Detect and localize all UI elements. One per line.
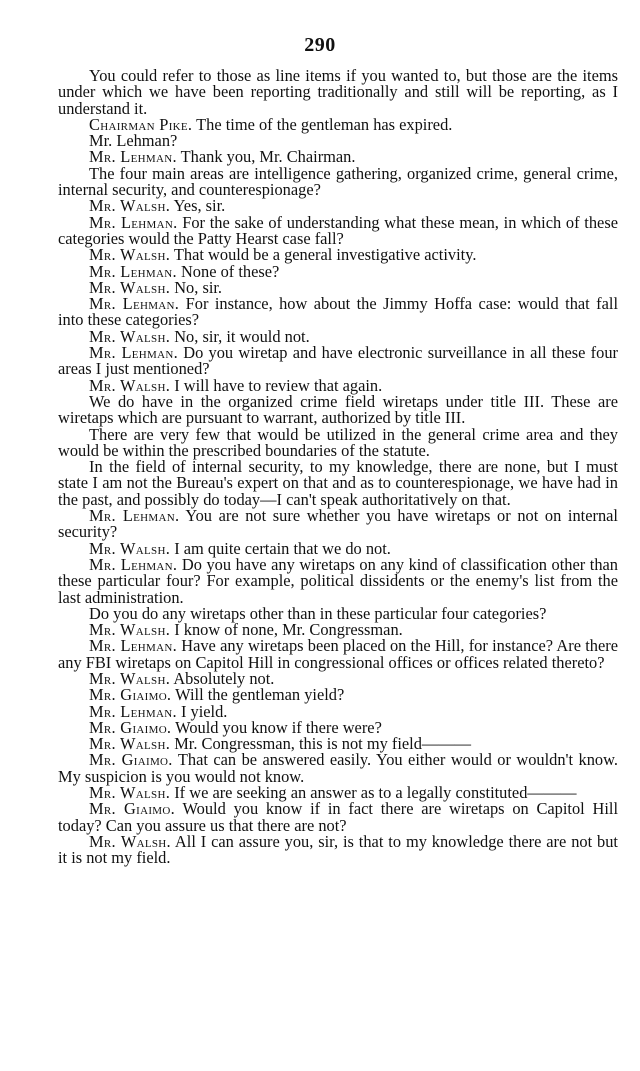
transcript-paragraph [58, 508, 618, 541]
speaker-name: Mr. Lehman. [89, 636, 177, 656]
paragraph-text: Do you have any wiretaps on any kind of classification other than these particular four? For example, political dissidents or the enemy's list from the last administration. [58, 554, 618, 607]
paragraph-text: Mr. Lehman? [89, 131, 178, 151]
speaker-name: Mr. Lehman. [89, 343, 178, 363]
paragraph-text: Would you know if there were? [175, 717, 382, 737]
paragraph-text: That can be answered easily. You either would or wouldn't know. My suspicion is you would not know. [58, 750, 618, 786]
paragraph-text: I know of none, Mr. Congressman. [174, 620, 403, 640]
transcript-paragraph [58, 296, 618, 329]
transcript-paragraph [58, 638, 618, 671]
speaker-name: Mr. Walsh. [89, 245, 171, 265]
speaker-name: Mr. Walsh. [89, 620, 171, 640]
page-number: 290 [304, 34, 336, 56]
speaker-name: Mr. Lehman. [89, 212, 178, 232]
speaker-name: Mr. Giaimo. [89, 685, 172, 705]
paragraph-text: Have any wiretaps been placed on the Hill, for instance? Are there any FBI wiretaps on Capitol Hill in congressional offices or offices related thereto? [58, 636, 618, 672]
paragraph-text: Yes, sir. [173, 196, 226, 216]
paragraph-text: Do you do any wiretaps other than in these particular four categories? [89, 603, 547, 623]
paragraph-text: Mr. Congressman, this is not my field——— [174, 734, 472, 754]
speaker-name: Mr. Walsh. [89, 196, 171, 216]
paragraph-text: We do have in the organized crime field wiretaps under title III. These are wiretaps which are pursuant to warrant, authorized by title III. [58, 391, 618, 428]
speaker-name: Mr. Lehman. [89, 294, 180, 314]
speaker-name: Mr. Lehman. [89, 147, 177, 167]
transcript-paragraph [58, 68, 618, 117]
speaker-name: Mr. Walsh. [89, 734, 171, 754]
transcript-paragraph [58, 801, 618, 834]
speaker-name: Mr. Lehman. [89, 701, 177, 721]
paragraph-text: All I can assure you, sir, is that to my knowledge there are not but it is not my field. [58, 831, 618, 868]
paragraph-text: None of these? [180, 261, 280, 281]
transcript-paragraph [58, 345, 618, 378]
speaker-name: Mr. Walsh. [89, 326, 171, 346]
paragraph-text: I yield. [180, 701, 228, 721]
speaker-name: Chairman Pike. [89, 114, 193, 134]
paragraph-text: Do you wiretap and have electronic surveillance in all these four areas I just mentioned? [58, 343, 618, 379]
paragraph-text: You could refer to those as line items if you wanted to, but those are the items under which we have been reporting traditionally and still will be reporting, as I understand it. [58, 66, 618, 118]
transcript-paragraph [58, 424, 618, 460]
paragraph-text: For instance, how about the Jimmy Hoffa case: would that fall into these categories? [58, 294, 618, 330]
paragraph-text: I will have to review that again. [174, 375, 383, 395]
paragraph-text: That would be a general investigative activity. [173, 245, 477, 265]
paragraph-text: There are very few that would be utilized in the general crime area and they would be within the prescribed boundaries of the statute. [58, 424, 618, 460]
speaker-name: Mr. Lehman. [89, 506, 180, 526]
paragraph-text: Would you know if in fact there are wiretaps on Capitol Hill today? Can you assure us that there are not? [58, 799, 618, 835]
speaker-name: Mr. Giaimo. [89, 799, 176, 819]
paragraph-text: I am quite certain that we do not. [174, 538, 391, 558]
paragraph-text: You are not sure whether you have wiretaps or not on internal security? [58, 506, 618, 542]
transcript-paragraph [58, 163, 618, 200]
transcript-paragraph [58, 752, 618, 785]
paragraph-text: The four main areas are intelligence gathering, organized crime, general crime, internal security, and counterespionage? [58, 163, 618, 200]
paragraph-text: Absolutely not. [173, 668, 275, 688]
speaker-name: Mr. Walsh. [89, 277, 171, 297]
paragraph-text: In the field of internal security, to my knowledge, there are none, but I must state I am not the Bureau's expert on that and as to counterespionage, we have had in the past, and possibly do today—I can't speak authoritatively on that. [58, 457, 618, 509]
paragraph-text: Will the gentleman yield? [175, 685, 345, 705]
paragraph-text: For the sake of understanding what these mean, in which of these categories would the Patty Hearst case fall? [58, 212, 618, 248]
paragraph-text: The time of the gentleman has expired. [196, 114, 453, 134]
paragraph-text: If we are seeking an answer as to a legally constituted——— [174, 783, 577, 803]
speaker-name: Mr. Walsh. [89, 375, 171, 395]
paragraph-text: No, sir, it would not. [174, 326, 310, 346]
paragraph-text: Thank you, Mr. Chairman. [180, 147, 356, 167]
transcript-paragraph [58, 459, 618, 508]
transcript-body [58, 68, 618, 867]
speaker-name: Mr. Walsh. [89, 668, 171, 688]
transcript-paragraph [58, 554, 618, 607]
paragraph-text: No, sir. [174, 277, 223, 297]
speaker-name: Mr. Walsh. [89, 538, 171, 558]
speaker-name: Mr. Lehman. [89, 261, 177, 281]
transcript-paragraph [58, 831, 618, 868]
speaker-name: Mr. Walsh. [89, 783, 171, 803]
transcript-paragraph [58, 212, 618, 248]
speaker-name: Mr. Walsh. [89, 831, 171, 851]
speaker-name: Mr. Giaimo. [89, 717, 172, 737]
speaker-name: Mr. Lehman. [89, 554, 178, 574]
transcript-paragraph [58, 391, 618, 428]
speaker-name: Mr. Giaimo. [89, 750, 173, 770]
